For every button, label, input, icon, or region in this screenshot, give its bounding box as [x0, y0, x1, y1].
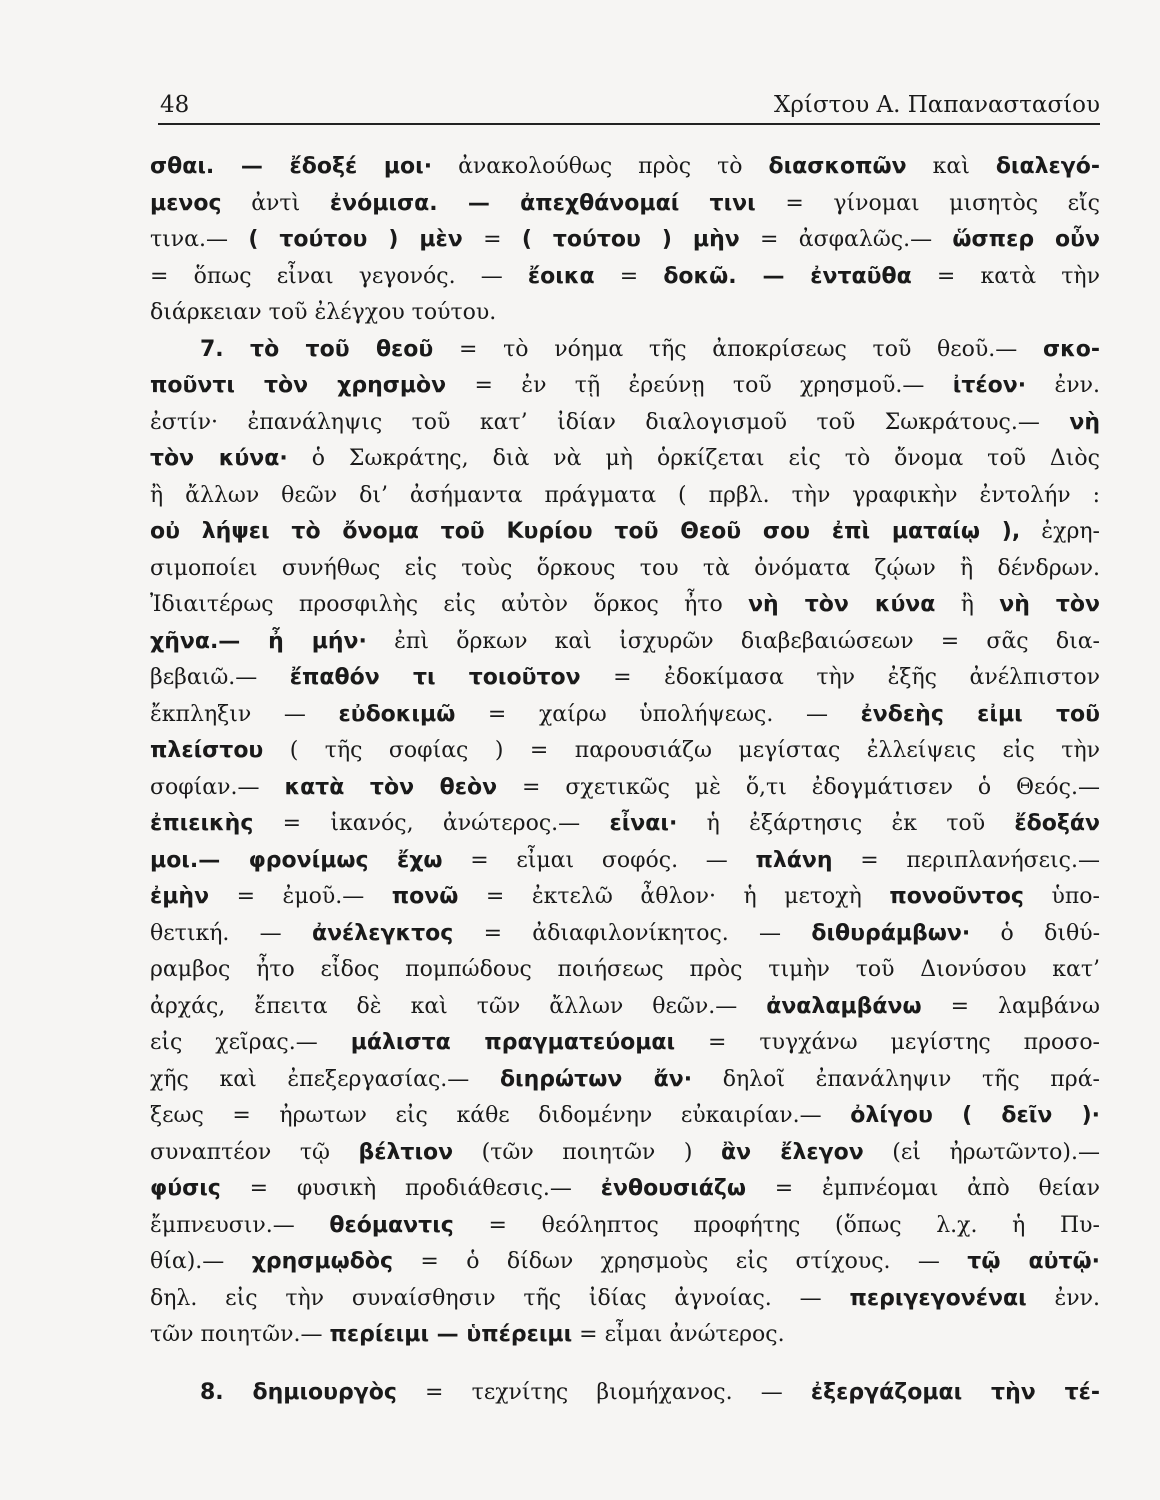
bold-term: πλάνη — [755, 847, 833, 873]
text-segment: = φυσικὴ προδιάθεσις.— — [220, 1176, 601, 1201]
text-segment: ἐπὶ ὅρκων καὶ ἰσχυρῶν διαβεβαιώσεων = σᾶς δια- — [366, 628, 1100, 654]
text-line — [150, 661, 1100, 694]
bold-term: 8. δημιουργὸς — [200, 1380, 397, 1405]
text-segment: = ἐν τῇ ἐρεύνῃ τοῦ χρησμοῦ.— — [446, 373, 953, 398]
page-text — [150, 150, 1100, 1413]
bold-term: μενος — [150, 190, 222, 216]
bold-term: ἰτέον· — [952, 373, 1027, 398]
text-line — [150, 406, 1100, 439]
text-segment: ἢ — [935, 592, 1000, 617]
page-number: 48 — [160, 92, 190, 118]
text-line — [150, 807, 1100, 840]
bold-term: ἀναλαμβάνω — [766, 993, 922, 1019]
text-segment: (εἰ ἠρωτῶντο).— — [863, 1139, 1100, 1165]
bold-term: χρησμῳδὸς — [251, 1249, 394, 1274]
text-segment: ὁ διθύ- — [970, 920, 1100, 946]
text-segment: ἔκπληξιν — — [150, 701, 339, 727]
bold-term: μοι.— φρονίμως ἔχω — [150, 847, 443, 873]
text-segment: ἐστίν· ἐπανάληψις τοῦ κατ’ ἰδίαν διαλογισμοῦ τοῦ Σωκράτους.— — [150, 409, 1070, 435]
bold-term: βέλτιον — [358, 1139, 454, 1165]
bold-term: διηρώτων ἄν· — [499, 1066, 693, 1092]
text-line — [150, 1026, 1100, 1059]
bold-term: ἀνέλεγκτος — [311, 920, 454, 946]
text-line — [150, 588, 1100, 621]
text-segment: ἔμπνευσιν.— — [150, 1212, 330, 1238]
text-line — [150, 917, 1100, 950]
bold-term: ἔπαθόν τι τοιοῦτον — [289, 665, 581, 690]
text-line — [150, 953, 1100, 986]
text-segment: ραμβος ἦτο εἶδος πομπώδους ποιήσεως πρὸς τιμὴν τοῦ Διονύσου κατ’ — [150, 957, 1100, 982]
bold-term: τὸν κύνα· — [150, 446, 288, 471]
text-line — [150, 625, 1100, 658]
bold-term: ἐνδεὴς εἰμι τοῦ — [860, 701, 1100, 727]
text-line — [150, 698, 1100, 731]
text-segment: = περιπλανήσεις.— — [832, 847, 1100, 873]
bold-term: περιγεγονέναι — [849, 1285, 1027, 1311]
running-header — [160, 84, 1100, 118]
bold-term: ἐμὴν — [150, 884, 210, 909]
bold-term: φύσις — [150, 1176, 221, 1201]
text-line — [150, 1136, 1100, 1169]
bold-term: διαλεγό- — [995, 154, 1100, 179]
text-line — [150, 515, 1100, 548]
text-segment: = τὸ νόημα τῆς ἀποκρίσεως τοῦ θεοῦ.— — [433, 336, 1043, 362]
text-segment: εἰς χεῖρας.— — [150, 1030, 351, 1055]
bold-term: μάλιστα πραγματεύομαι — [350, 1030, 676, 1055]
bold-term: διασκοπῶν — [768, 154, 907, 179]
text-line — [150, 479, 1100, 512]
bold-term: ἂν ἔλεγον — [720, 1139, 864, 1165]
text-segment: = — [462, 227, 522, 252]
bold-term: εὐδοκιμῶ — [338, 701, 456, 727]
bold-term: ὀλίγου ( δεῖν )· — [850, 1103, 1100, 1128]
bold-term: ἔδοξάν — [1014, 811, 1100, 836]
text-line — [150, 1063, 1100, 1096]
text-line — [150, 150, 1100, 183]
text-segment: = τυγχάνω μεγίστης προσο- — [675, 1030, 1100, 1055]
text-segment: = κατὰ τὴν — [911, 263, 1100, 289]
text-segment: = ἐδοκίμασα τὴν ἐξῆς ἀνέλπιστον — [580, 665, 1100, 690]
text-segment: ἐνν. — [1026, 373, 1100, 398]
text-segment: χῆς καὶ ἐπεξεργασίας.— — [150, 1066, 500, 1092]
bold-term: νὴ τὸν κύνα — [748, 592, 936, 617]
text-segment: = ἱκανός, ἀνώτερος.— — [253, 811, 610, 836]
text-line — [150, 880, 1100, 913]
text-segment: ἐνν. — [1026, 1285, 1100, 1311]
text-segment: = ὁ δίδων χρησμοὺς εἰς στίχους. — — [393, 1249, 968, 1274]
text-segment: = χαίρω ὑπολήψεως. — — [455, 701, 861, 727]
text-segment: (τῶν ποιητῶν ) — [453, 1139, 721, 1165]
text-segment: = εἶμαι σοφός. — — [442, 847, 756, 873]
text-segment: = σχετικῶς μὲ ὅ,τι ἐδογμάτισεν ὁ Θεός.— — [497, 774, 1100, 800]
text-line — [150, 844, 1100, 877]
text-segment: ( τῆς σοφίας ) = παρουσιάζω μεγίστας ἐλλείψεις εἰς τὴν — [263, 738, 1100, 763]
text-segment: = τεχνίτης βιομήχανος. — — [396, 1380, 811, 1405]
text-segment: ὑπο- — [1023, 884, 1100, 909]
text-segment: = ἐκτελῶ ἆθλον· ἡ μετοχὴ — [458, 884, 890, 909]
bold-term: οὐ λήψει τὸ ὄνομα τοῦ Κυρίου τοῦ Θεοῦ σου ἐπὶ ματαίῳ ), — [150, 519, 1021, 544]
text-segment: συναπτέον τῷ — [150, 1139, 359, 1165]
bold-term: πονῶ — [391, 884, 459, 909]
bold-term: ὥσπερ οὖν — [952, 227, 1100, 252]
bold-term: ἐπιεικὴς — [150, 811, 254, 836]
bold-term: ἐνόμισα. — ἀπεχθάνομαί τινι — [329, 190, 756, 216]
bold-term: τῷ αὐτῷ· — [967, 1249, 1100, 1274]
bold-term: ( τούτου ) μὲν — [248, 227, 463, 252]
text-line — [150, 1282, 1100, 1315]
text-segment: = ἐμπνέομαι ἀπὸ θείαν — [745, 1176, 1100, 1201]
text-line — [150, 734, 1100, 767]
bold-term: ποῦντι τὸν χρησμὸν — [150, 373, 447, 398]
author-name: Χρίστου Α. Παπαναστασίου — [774, 92, 1100, 118]
bold-term: διθυράμβων· — [811, 920, 971, 946]
text-line — [150, 990, 1100, 1023]
text-segment: ἢ ἄλλων θεῶν δι’ ἀσήμαντα πράγματα ( πρβλ. τὴν γραφικὴν ἐντολήν : — [150, 482, 1100, 508]
bold-term: χῆνα.— ἦ μήν· — [150, 628, 367, 654]
bold-term: δοκῶ. — ἐνταῦθα — [663, 263, 912, 289]
text-segment: ἐχρη- — [1020, 519, 1100, 544]
text-line — [150, 260, 1100, 293]
text-segment: δηλοῖ ἐπανάληψιν τῆς πρά- — [692, 1066, 1100, 1092]
bold-term: σθαι. — ἔδοξέ μοι· — [150, 154, 433, 179]
text-line — [150, 333, 1100, 366]
bold-term: σκο- — [1043, 336, 1100, 362]
text-segment: δηλ. εἰς τὴν συναίσθησιν τῆς ἰδίας ἀγνοίας. — — [150, 1285, 850, 1311]
text-segment: = — [594, 263, 664, 289]
text-segment: θία).— — [150, 1249, 252, 1274]
text-segment: = λαμβάνω — [921, 993, 1100, 1019]
text-line — [150, 1245, 1100, 1278]
text-segment: ξεως = ἠρωτων εἰς κάθε διδομένην εὐκαιρίαν.— — [150, 1103, 851, 1128]
bold-term: κατὰ τὸν θεὸν — [284, 774, 498, 800]
text-segment: τινα.— — [150, 227, 249, 252]
text-segment: Ἰδιαιτέρως προσφιλὴς εἰς αὐτὸν ὅρκος ἦτο — [150, 592, 749, 617]
text-segment: θετική. — — [150, 920, 312, 946]
text-segment: διάρκειαν τοῦ ἐλέγχου τούτου. — [150, 300, 497, 325]
text-segment: ἀνακολούθως πρὸς τὸ — [432, 154, 769, 179]
text-segment: = γίνομαι μισητὸς εἴς — [755, 190, 1100, 216]
text-segment: σοφίαν.— — [150, 774, 285, 800]
text-line — [150, 771, 1100, 804]
text-segment: = ἀσφαλῶς.— — [739, 227, 953, 252]
text-line — [150, 187, 1100, 220]
text-segment: = ὅπως εἶναι γεγονός. — — [150, 263, 528, 289]
bold-term: ἔοικα — [527, 263, 595, 289]
text-line — [150, 223, 1100, 256]
bold-term: θεόμαντις — [329, 1212, 454, 1238]
text-segment: ἡ ἐξάρτησις ἐκ τοῦ — [677, 811, 1015, 836]
text-segment: βεβαιῶ.— — [150, 665, 290, 690]
bold-term: περίειμι — ὑπέρειμι — [329, 1322, 573, 1347]
bold-term: νὴ τὸν — [999, 592, 1100, 617]
text-line — [150, 1318, 1100, 1351]
bold-term: πονοῦντος — [889, 884, 1024, 909]
text-segment: = εἶμαι ἀνώτερος. — [572, 1322, 785, 1347]
text-line — [150, 296, 1100, 329]
bold-term: ἐνθουσιάζω — [600, 1176, 746, 1201]
text-line — [150, 442, 1100, 475]
text-segment: = θεόληπτος προφήτης (ὅπως λ.χ. ἡ Πυ- — [453, 1212, 1100, 1238]
text-segment: ἀρχάς, ἔπειτα δὲ καὶ τῶν ἄλλων θεῶν.— — [150, 993, 767, 1019]
text-segment: τῶν ποιητῶν.— — [150, 1322, 330, 1347]
text-line — [150, 552, 1100, 585]
text-segment: = ἐμοῦ.— — [209, 884, 392, 909]
bold-term: εἶναι· — [609, 811, 678, 836]
text-segment: ἀντὶ — [221, 190, 330, 216]
text-segment: καὶ — [906, 154, 996, 179]
text-segment: = ἀδιαφιλονίκητος. — — [453, 920, 812, 946]
text-line — [150, 1172, 1100, 1205]
bold-term: νὴ — [1069, 409, 1100, 435]
text-line — [150, 1376, 1100, 1409]
bold-term: ( τούτου ) μὴν — [521, 227, 740, 252]
text-segment: ὁ Σωκράτης, διὰ νὰ μὴ ὁρκίζεται εἰς τὸ ὄνομα τοῦ Διὸς — [287, 446, 1100, 471]
header-rule — [158, 123, 1100, 125]
text-segment: σιμοποίει συνήθως εἰς τοὺς ὅρκους του τὰ ὀνόματα ζῴων ἢ δένδρων. — [150, 555, 1100, 581]
bold-term: πλείστου — [150, 738, 264, 763]
text-line — [150, 369, 1100, 402]
text-line — [150, 1099, 1100, 1132]
bold-term: ἐξεργάζομαι τὴν τέ- — [810, 1380, 1100, 1405]
bold-term: 7. τὸ τοῦ θεοῦ — [200, 336, 434, 362]
text-line — [150, 1209, 1100, 1242]
